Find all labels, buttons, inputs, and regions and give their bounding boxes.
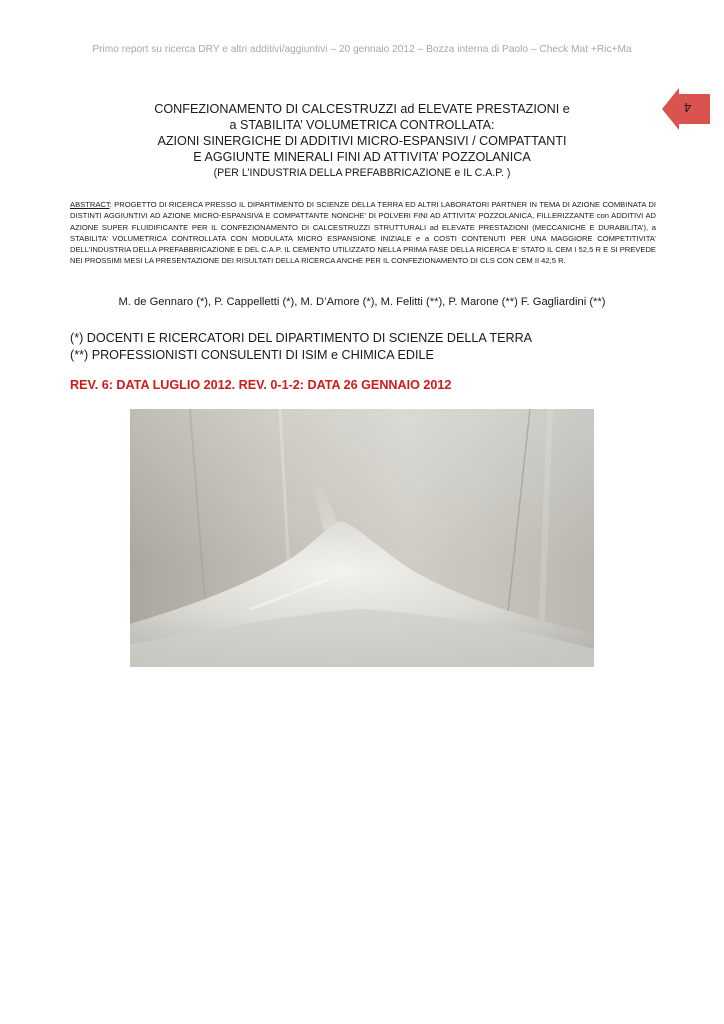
document-title bbox=[120, 101, 604, 181]
photo-illustration bbox=[130, 409, 594, 667]
abstract-label: ABSTRACT bbox=[70, 200, 110, 209]
page-number: 4 bbox=[684, 100, 692, 115]
page-number-tab bbox=[662, 88, 710, 130]
affiliation-1: (*) DOCENTI E RICERCATORI DEL DIPARTIMENTO DI SCIENZE DELLA TERRA bbox=[70, 331, 533, 345]
title-line-1: CONFEZIONAMENTO DI CALCESTRUZZI ad ELEVATE PRESTAZIONI e bbox=[154, 102, 570, 116]
abstract-paragraph bbox=[70, 199, 656, 267]
title-line-3: AZIONI SINERGICHE DI ADDITIVI MICRO-ESPANSIVI / COMPATTANTI bbox=[157, 134, 567, 148]
revision-line: REV. 6: DATA LUGLIO 2012. REV. 0-1-2: DATA 26 GENNAIO 2012 bbox=[70, 378, 452, 392]
affiliation-2: (**) PROFESSIONISTI CONSULENTI DI ISIM e CHIMICA EDILE bbox=[70, 348, 434, 362]
authors-line: M. de Gennaro (*), P. Cappelletti (*), M. D’Amore (*), M. Felitti (**), P. Marone (**) F. Gagliardini (**) bbox=[118, 296, 606, 308]
abstract-text: : PROGETTO DI RICERCA PRESSO IL DIPARTIMENTO DI SCIENZE DELLA TERRA ED ALTRI LABORATORI PARTNER IN TEMA DI AZIONE COMBINATA DI DISTINTI AGGIUNTIVI AD AZIONE MICRO-ESPANSIVA E COMPATTANTE NONCHE’ DI POLVERI FINI AD ATTIVITA’ POZZOLANICA, FILLERIZZANTE con ADDITIVI AD AZIONE SUPER FLUIDIFICANTE PER IL CONFEZIONAMENTO DI CALCESTRUZZI STRUTTURALI ad ELEVATE PRESTAZIONI (MECCANICHE E DURABILITA’), a STABILITA’ VOLUMETRICA CONTROLLATA CON MODULATA MICRO ESPANSIONE INIZIALE e a COSTI CONTENUTI PER UNA MAGGIORE COMPETITIVITA’ DELL’INDUSTRIA DELLA PREFABBRICAZIONE E DEL C.A.P. IL CEMENTO UTILIZZATO NELLA PRIMA FASE DELLA RICERCA E’ STATO IL CEM I 52,5 R E SI PREVEDE NEI PROSSIMI MESI LA PRESENTAZIONE DEI RISULTATI DELLA RICERCA ANCHE PER IL CONFEZIONAMENTO DI CLS CON CEM II 42,5 R. bbox=[70, 200, 656, 266]
running-header: Primo report su ricerca DRY e altri additivi/aggiuntivi – 20 gennaio 2012 – Bozza interna di Paolo – Check Mat +Ric+Ma bbox=[92, 44, 632, 55]
title-line-5: (PER L’INDUSTRIA DELLA PREFABBRICAZIONE e IL C.A.P. ) bbox=[213, 167, 511, 179]
powder-pile-photo bbox=[130, 409, 594, 667]
title-line-2: a STABILITA’ VOLUMETRICA CONTROLLATA: bbox=[229, 118, 495, 132]
title-line-4: E AGGIUNTE MINERALI FINI AD ATTIVITA’ POZZOLANICA bbox=[193, 150, 531, 164]
